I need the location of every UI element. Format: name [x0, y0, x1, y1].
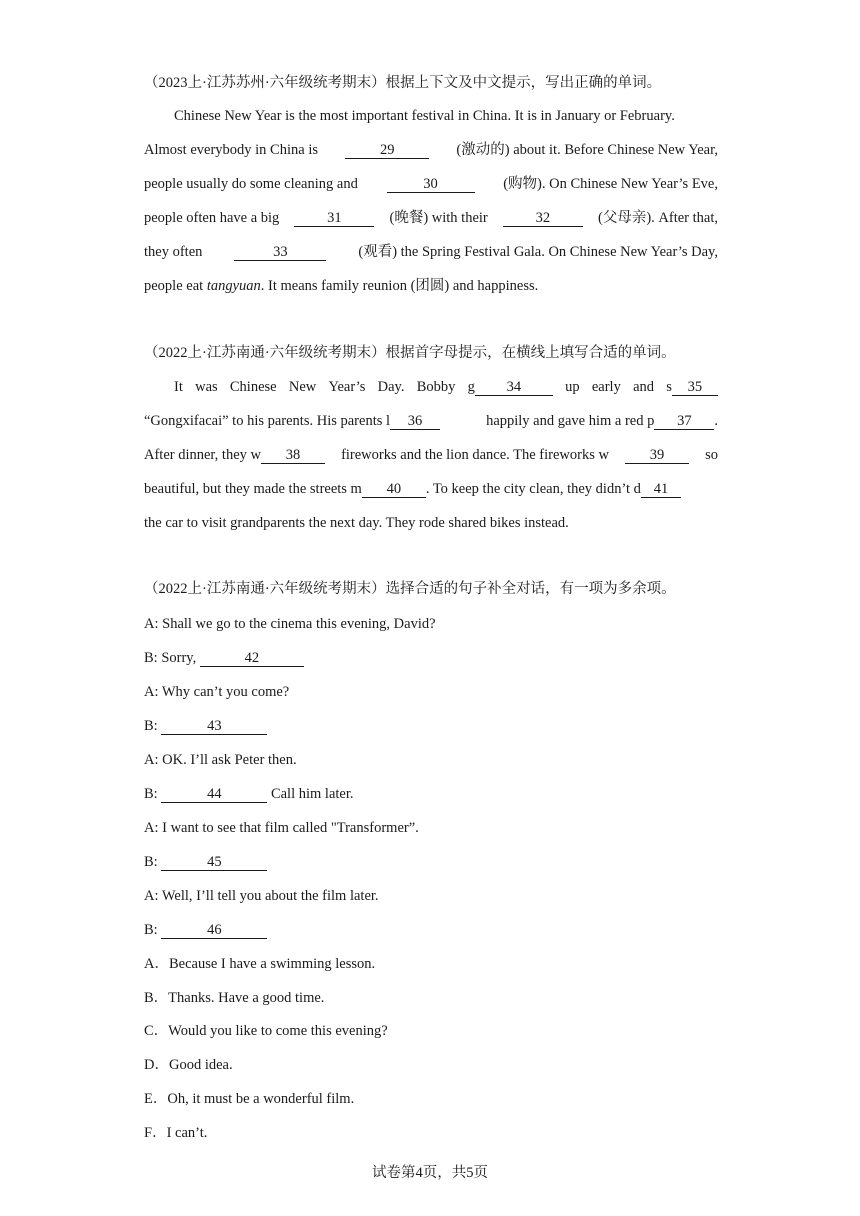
dialog-line-8	[144, 852, 718, 872]
blank-43[interactable]: 43	[161, 718, 267, 735]
s2-word: was	[195, 379, 218, 395]
page-footer: 试卷第4页，共5页	[372, 1165, 488, 1181]
s2-text: “Gongxifacai” to his parents. His parents l	[144, 413, 391, 429]
s2-line-5: the car to visit grandparents the next day. They rode shared bikes instead.	[144, 515, 569, 531]
s1-text: . It means family reunion (团圆) and happiness.	[260, 278, 539, 294]
s2-word: and	[633, 379, 654, 395]
dialog-text: Call him later.	[270, 786, 354, 802]
dialog-line-4	[144, 716, 718, 736]
blank-33[interactable]: 33	[234, 244, 326, 261]
dialog-line-9: A: Well, I’ll tell you about the film later.	[144, 888, 379, 904]
blank-41[interactable]: 41	[641, 481, 681, 498]
s2-text: beautiful, but they made the streets m	[144, 481, 362, 497]
s2-letter: s	[666, 379, 672, 395]
s1-line-3	[144, 174, 718, 194]
dialog-line-3: A: Why can’t you come?	[144, 684, 290, 700]
blank-44[interactable]: 44	[161, 786, 267, 803]
dialog-line-6	[144, 784, 718, 804]
s1-text: (父母亲). After that,	[597, 210, 718, 226]
s2-word: New	[288, 379, 317, 395]
section-2-header: （2022上·江苏南通·六年级统考期末）根据首字母提示，在横线上填写合适的单词。	[144, 345, 676, 361]
s2-text: .	[714, 413, 718, 429]
blank-46[interactable]: 46	[161, 922, 267, 939]
dialog-speaker-text: B:	[144, 718, 158, 734]
s1-text: they often	[144, 244, 203, 260]
s1-text: Almost everybody in China is	[144, 142, 318, 158]
dialog-line-7: A: I want to see that film called "Transformer”.	[144, 820, 419, 836]
section-3-header: （2022上·江苏南通·六年级统考期末）选择合适的句子补全对话，有一项为多余项。	[144, 581, 676, 597]
s2-line-4	[144, 479, 718, 499]
blank-40[interactable]: 40	[362, 481, 426, 498]
blank-30[interactable]: 30	[387, 176, 475, 193]
dialog-line-2	[144, 648, 718, 668]
s2-line-3	[144, 445, 718, 465]
blank-36[interactable]: 36	[390, 413, 440, 430]
dialog-line-10	[144, 920, 718, 940]
section-1-header: （2023上·江苏苏州·六年级统考期末）根据上下文及中文提示，写出正确的单词。	[144, 75, 662, 91]
option-d: D．Good idea.	[144, 1057, 233, 1073]
blank-31[interactable]: 31	[294, 210, 374, 227]
s1-line-2	[144, 140, 718, 160]
blank-29[interactable]: 29	[345, 142, 429, 159]
s1-line-4	[144, 208, 718, 228]
s1-text: people often have a big	[144, 210, 280, 226]
dialog-line-1: A: Shall we go to the cinema this evening, David?	[144, 616, 436, 632]
blank-34[interactable]: 34	[475, 379, 553, 396]
s1-line-5	[144, 242, 718, 262]
s1-text: Chinese New Year is the most important festival in China. It is in January or February.	[174, 108, 675, 124]
blank-35[interactable]: 35	[672, 379, 718, 396]
s1-text: (激动的) about it. Before Chinese New Year,	[456, 142, 718, 158]
s2-line-2	[144, 411, 718, 431]
s2-word: Chinese	[229, 379, 277, 395]
blank-45[interactable]: 45	[161, 854, 267, 871]
s2-word: Day.	[377, 379, 405, 395]
dialog-speaker-text: B:	[144, 922, 158, 938]
s1-line-6	[144, 276, 718, 296]
s1-text: (观看) the Spring Festival Gala. On Chinese New Year’s Day,	[358, 244, 718, 260]
blank-32[interactable]: 32	[503, 210, 583, 227]
option-f: F．I can’t.	[144, 1125, 208, 1141]
s1-text: (购物). On Chinese New Year’s Eve,	[503, 176, 718, 192]
s2-word: Bobby	[416, 379, 456, 395]
dialog-speaker-text: B:	[144, 786, 158, 802]
s1-italic-word: tangyuan	[206, 278, 261, 294]
s2-line-1	[174, 377, 718, 397]
s2-text: After dinner, they w	[144, 447, 261, 463]
s2-text: fireworks and the lion dance. The fireworks w	[341, 447, 609, 463]
s1-text: people eat	[144, 278, 204, 294]
option-c: C．Would you like to come this evening?	[144, 1023, 388, 1039]
dialog-speaker-text: B:	[144, 854, 158, 870]
option-e: E．Oh, it must be a wonderful film.	[144, 1091, 355, 1107]
s2-word: early	[591, 379, 621, 395]
s1-text: (晚餐) with their	[389, 210, 488, 226]
s2-text: so	[705, 447, 718, 463]
option-a: A．Because I have a swimming lesson.	[144, 956, 376, 972]
blank-42[interactable]: 42	[200, 650, 304, 667]
s2-text: happily and gave him a red p	[486, 413, 655, 429]
s1-text: people usually do some cleaning and	[144, 176, 358, 192]
blank-39[interactable]: 39	[625, 447, 689, 464]
s2-text: . To keep the city clean, they didn’t d	[425, 481, 641, 497]
s1-line-1	[174, 106, 718, 126]
dialog-line-5: A: OK. I’ll ask Peter then.	[144, 752, 297, 768]
s2-word: Year’s	[328, 379, 366, 395]
option-b: B．Thanks. Have a good time.	[144, 990, 325, 1006]
s2-letter: g	[467, 379, 475, 395]
s2-word: up	[565, 379, 580, 395]
s2-word: It	[174, 379, 183, 395]
dialog-speaker-text: B: Sorry,	[144, 650, 197, 666]
blank-37[interactable]: 37	[654, 413, 714, 430]
blank-38[interactable]: 38	[261, 447, 325, 464]
